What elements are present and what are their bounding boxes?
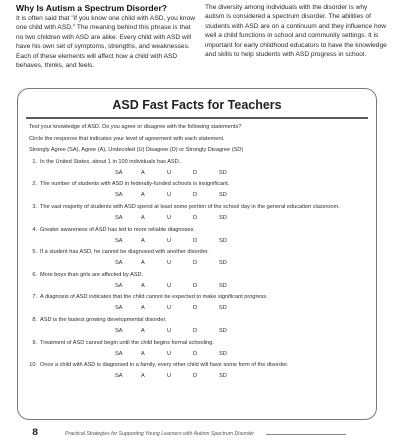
response-option[interactable]: SD (219, 373, 227, 380)
response-option[interactable]: SD (219, 192, 227, 199)
response-option[interactable]: SA (115, 305, 123, 312)
response-option[interactable]: SD (219, 169, 227, 176)
response-option[interactable]: D (193, 192, 198, 199)
response-option[interactable]: A (141, 214, 145, 221)
question-item (29, 340, 366, 347)
response-option[interactable]: SD (219, 305, 227, 312)
response-option[interactable]: D (193, 260, 198, 267)
intro-columns (16, 3, 388, 70)
question-text: ASD is the fastest growing developmental disorder. (40, 316, 167, 323)
response-option[interactable]: SA (115, 350, 123, 357)
question-number: 6. (32, 271, 37, 278)
instruction-2: Circle the response that indicates your level of agreement with each statement. (29, 135, 225, 142)
response-option[interactable]: SD (219, 237, 227, 244)
question-item (29, 362, 366, 369)
left-column (16, 3, 196, 70)
response-option[interactable]: A (141, 282, 145, 289)
question-number: 5. (32, 249, 37, 256)
response-option[interactable]: A (141, 169, 145, 176)
question-item (29, 249, 366, 256)
response-option[interactable]: SD (219, 350, 227, 357)
question-text: The number of students with ASD in federally-funded schools is insignificant. (40, 181, 230, 188)
response-option[interactable]: U (167, 327, 172, 334)
footer-title: Practical Strategies for Supporting Young Learners with Autism Spectrum Disorder (65, 431, 255, 437)
box-title: ASD Fast Facts for Teachers (112, 98, 282, 112)
question-text: In the United States, about 1 in 100 individuals has ASD. (40, 158, 181, 165)
response-options (115, 351, 366, 358)
response-option[interactable]: U (167, 305, 172, 312)
response-options (115, 238, 366, 245)
response-option[interactable]: SA (115, 282, 123, 289)
question-text: Treatment of ASD cannot begin until the child begins formal schooling. (40, 339, 214, 346)
question-text: More boys than girls are affected by ASD. (40, 271, 144, 278)
response-option[interactable]: U (167, 260, 172, 267)
response-option[interactable]: SD (219, 282, 227, 289)
response-option[interactable]: U (167, 214, 172, 221)
response-options (115, 170, 366, 177)
response-option[interactable]: U (167, 282, 172, 289)
question-list (29, 159, 366, 380)
question-text: A diagnosis of ASD indicates that the child cannot be expected to make significant progress. (40, 294, 268, 301)
response-option[interactable]: D (193, 237, 198, 244)
response-option[interactable]: U (167, 169, 172, 176)
right-column-text: The diversity among individuals with the disorder is why autism is considered a spectrum disorder. The abilities of students with ASD are on a continuum and they influence how well a child functions in school and community settings. It is important for early childhood educators to have the knowledge and skills to help students with ASD progress in school. (205, 4, 387, 59)
section-heading: Why Is Autism a Spectrum Disorder? (16, 3, 168, 13)
page-footer (0, 426, 400, 440)
question-item (29, 181, 366, 188)
fast-facts-box (17, 88, 377, 420)
response-option[interactable]: U (167, 237, 172, 244)
response-option[interactable]: SA (115, 327, 123, 334)
question-text: Once a child with ASD is diagnosed in a family, every other child will have some form of the disorder. (40, 362, 289, 369)
question-number: 8. (32, 316, 37, 323)
response-option[interactable]: D (193, 214, 198, 221)
response-option[interactable]: SD (219, 260, 227, 267)
response-option[interactable]: D (193, 373, 198, 380)
instruction-3: Strongly Agree (SA), Agree (A), Undecided (U) Disagree (D) or Strongly Disagree (SD) (29, 147, 244, 154)
question-text: Greater awareness of ASD has led to more reliable diagnoses. (40, 226, 195, 233)
question-number: 10. (29, 362, 37, 369)
response-options (115, 215, 366, 222)
response-option[interactable]: SA (115, 373, 123, 380)
question-number: 3. (32, 203, 37, 210)
response-options (115, 192, 366, 199)
response-options (115, 260, 366, 267)
response-option[interactable]: A (141, 192, 145, 199)
right-column (205, 3, 388, 70)
question-item (29, 294, 366, 301)
response-option[interactable]: SA (115, 237, 123, 244)
response-option[interactable]: SA (115, 169, 123, 176)
question-text: If a student has ASD, he cannot be diagnosed with another disorder. (40, 249, 209, 256)
response-option[interactable]: SD (219, 214, 227, 221)
page-number: 8 (32, 428, 39, 438)
left-column-text: It is often said that "if you know one child with ASD, you know one child with ASD." The meaning behind this phrase is that no two children with ASD are alike. Every child with ASD will have his own set of symptoms, strengths, and weaknesses. Each of these elements will affect how a child with ASD behaves, thinks, and feels. (16, 15, 195, 70)
response-option[interactable]: U (167, 350, 172, 357)
footer-rule (266, 434, 346, 435)
response-option[interactable]: U (167, 373, 172, 380)
question-number: 4. (32, 226, 37, 233)
response-option[interactable]: D (193, 305, 198, 312)
response-option[interactable]: A (141, 237, 145, 244)
response-options (115, 328, 366, 335)
response-options (115, 305, 366, 312)
response-options (115, 373, 366, 380)
response-option[interactable]: SA (115, 214, 123, 221)
question-number: 9. (32, 339, 37, 346)
question-text: The vast majority of students with ASD spend at least some portion of the school day in the general education classroom. (40, 203, 340, 210)
response-option[interactable]: SD (219, 327, 227, 334)
response-option[interactable]: A (141, 327, 145, 334)
response-option[interactable]: A (141, 350, 145, 357)
question-item (29, 272, 366, 279)
question-item (29, 159, 366, 166)
response-option[interactable]: D (193, 327, 198, 334)
box-body (18, 119, 376, 380)
instruction-1: Test your knowledge of ASD. Do you agree or disagree with the following statements? (29, 124, 242, 130)
question-number: 7. (32, 294, 37, 301)
question-number: 1. (32, 158, 37, 165)
response-option[interactable]: D (193, 169, 198, 176)
response-option[interactable]: SA (115, 260, 123, 267)
response-option[interactable]: A (141, 305, 145, 312)
question-number: 2. (32, 181, 37, 188)
response-option[interactable]: A (141, 260, 145, 267)
response-options (115, 283, 366, 290)
response-option[interactable]: D (193, 282, 198, 289)
response-option[interactable]: A (141, 373, 145, 380)
question-item (29, 204, 366, 211)
response-option[interactable]: D (193, 350, 198, 357)
response-option[interactable]: SA (115, 192, 123, 199)
response-option[interactable]: U (167, 192, 172, 199)
question-item (29, 317, 366, 324)
question-item (29, 227, 366, 234)
